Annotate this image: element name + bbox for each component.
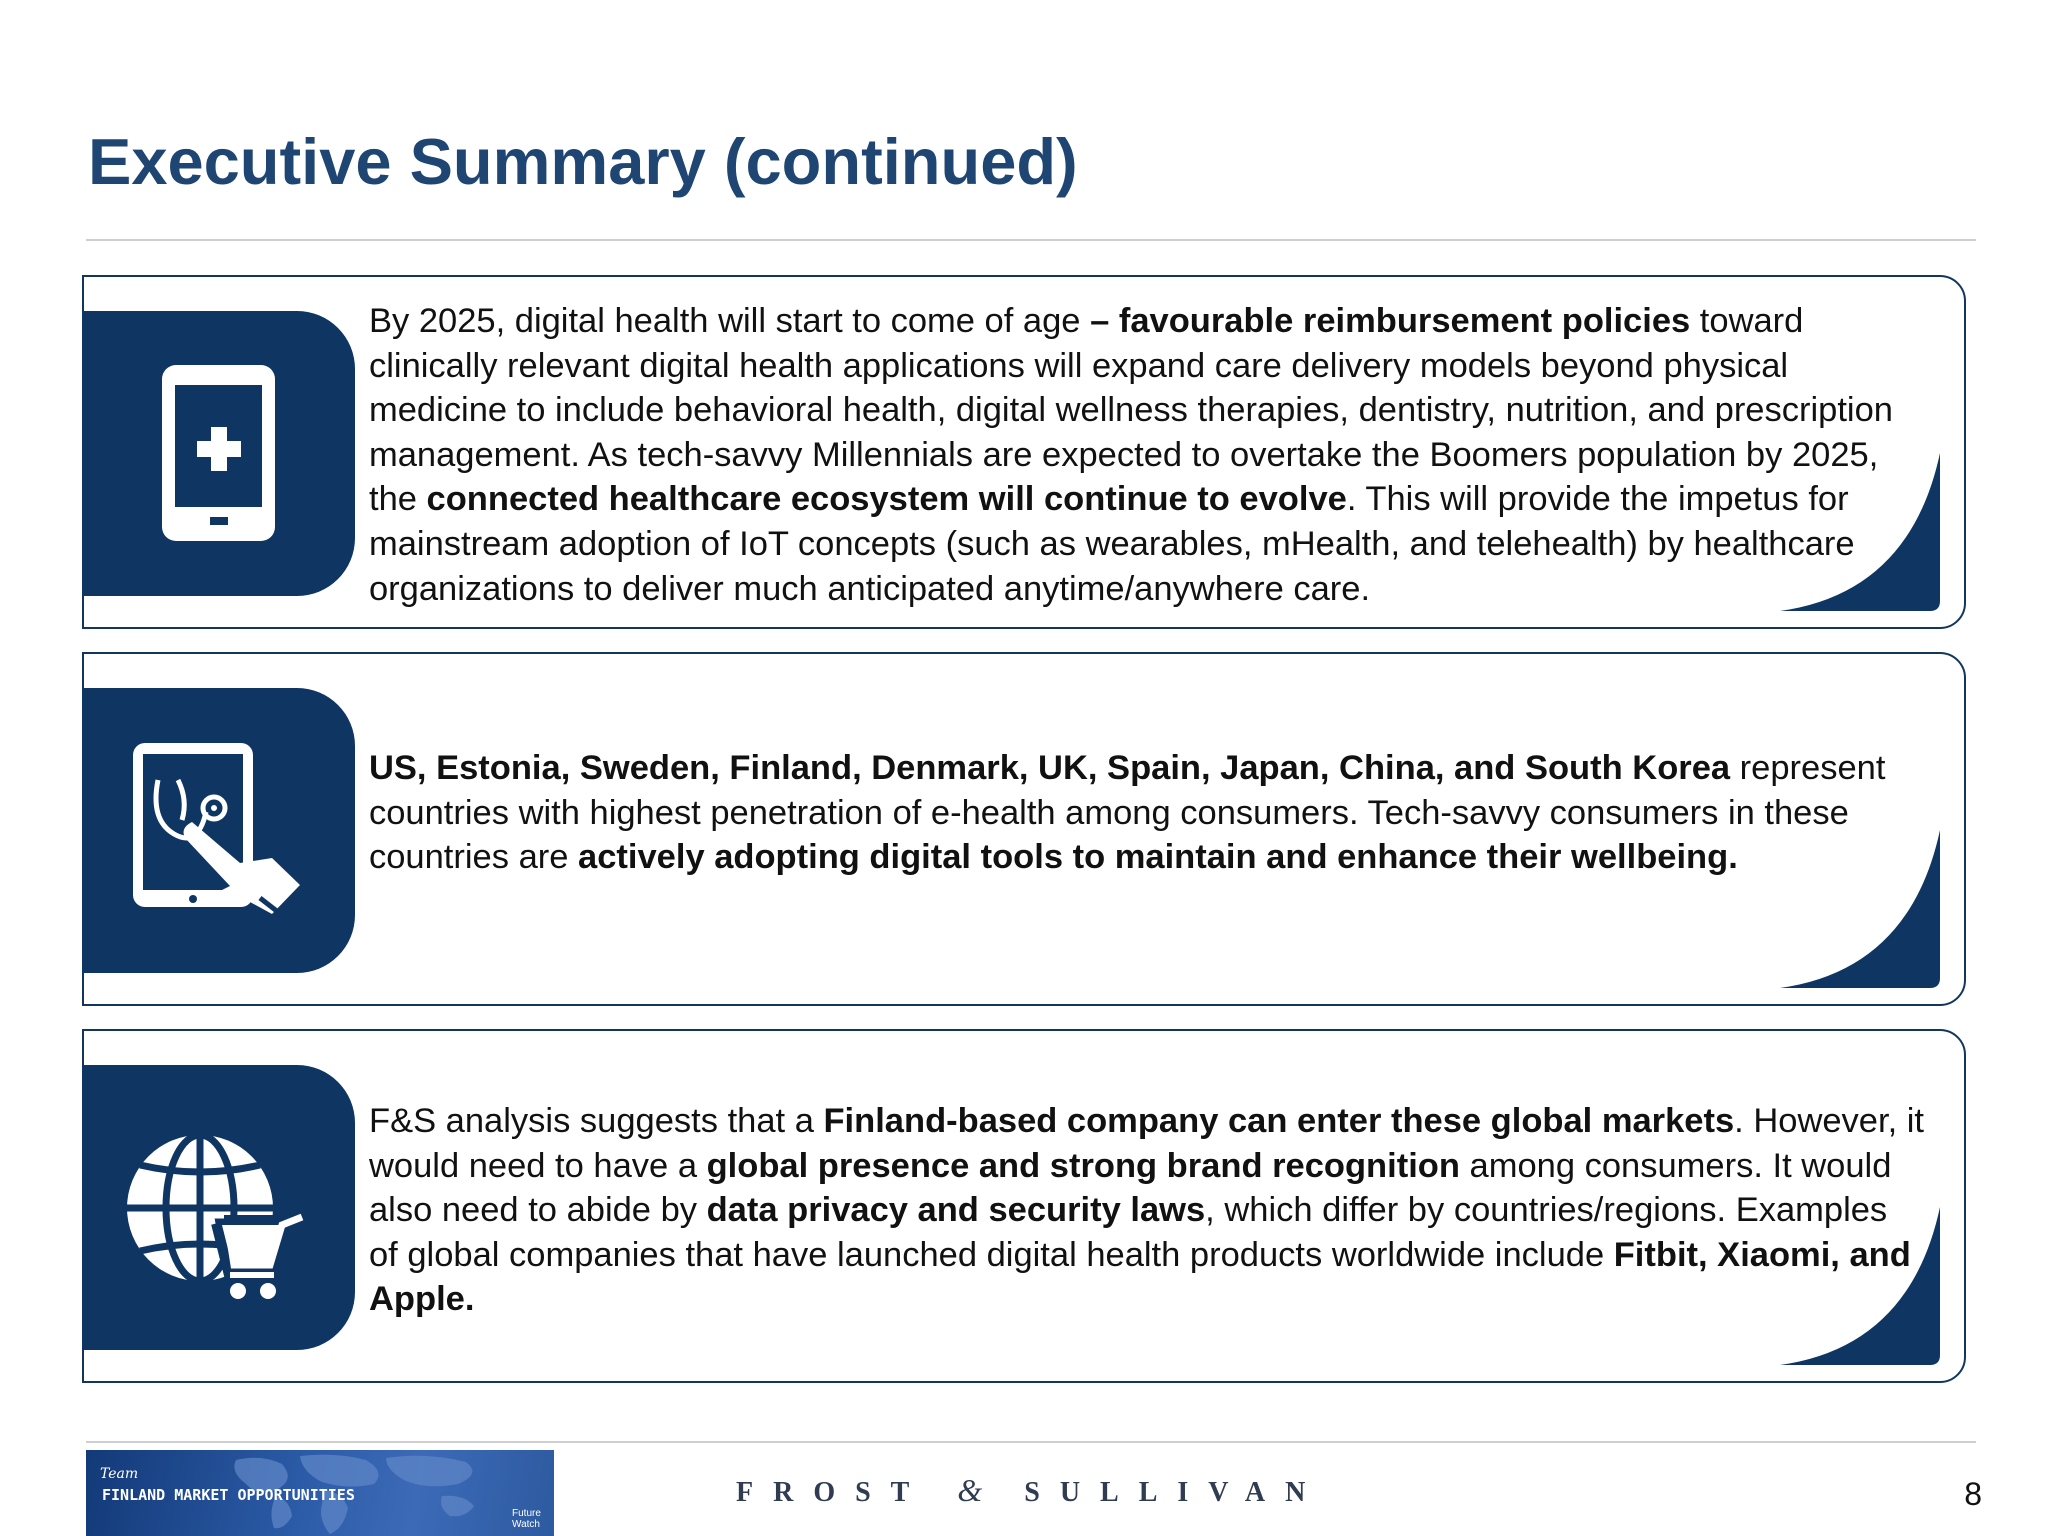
card-text xyxy=(369,299,1924,611)
footer-divider xyxy=(86,1441,1976,1443)
bold-text-segment: global presence and strong brand recognition xyxy=(706,1146,1460,1185)
page-curl-decoration xyxy=(1760,1207,1950,1367)
page-curl-decoration xyxy=(1760,453,1950,613)
bold-text-segment: connected healthcare ecosystem will continue to evolve xyxy=(426,480,1347,519)
banner-team-label: Team xyxy=(100,1466,139,1482)
bold-text-segment: US, Estonia, Sweden, Finland, Denmark, UK, Spain, Japan, China, and South Korea xyxy=(369,749,1731,787)
text-segment: . This will provide the impetus for mainstream adoption of IoT concepts (such as wearables, mHealth, and telehealth) by healthcare organizations to deliver much anticipated anytime/anywhere care. xyxy=(369,480,1855,608)
bold-text-segment: Finland-based company can enter these global markets xyxy=(823,1102,1735,1140)
text-segment: represent countries with highest penetration of e-health among consumers. Tech-savvy consumers in these countries are xyxy=(369,749,1886,877)
brand-ampersand: & xyxy=(957,1472,983,1508)
team-finland-banner xyxy=(86,1450,554,1536)
text-segment: among consumers. It would also need to abide by xyxy=(369,1146,1892,1230)
text-segment: toward clinically relevant digital health applications will expand care delivery models beyond physical medicine to include behavioral health, digital wellness therapies, dentistry, nutrition, and prescription management. As tech-savvy Millennials are expected to overtake the Boomers population by 2025, the xyxy=(369,302,1893,519)
title-divider xyxy=(86,239,1976,241)
future-watch-label xyxy=(512,1508,546,1530)
text-segment: , which differ by countries/regions. Examples of global companies that have launched digital health products worldwide include xyxy=(369,1191,1888,1274)
watch-label: Watch xyxy=(512,1519,540,1530)
summary-card-digital-health xyxy=(82,275,1966,629)
text-segment: . However, it would need to have a xyxy=(369,1102,1924,1185)
smartphone-medical-cross-icon xyxy=(82,311,355,596)
page-number: 8 xyxy=(1964,1476,1982,1512)
tablet-stethoscope-icon xyxy=(82,688,355,973)
card-text xyxy=(369,1099,1924,1322)
bold-text-segment: Fitbit, Xiaomi, and Apple. xyxy=(369,1235,1911,1319)
bold-text-segment: – favourable reimbursement policies xyxy=(1090,302,1691,340)
page-curl-decoration xyxy=(1760,830,1950,990)
text-segment: F&S analysis suggests that a xyxy=(369,1102,824,1140)
frost-sullivan-logo xyxy=(736,1472,1325,1509)
text-segment: By 2025, digital health will start to come of age xyxy=(369,302,1091,340)
future-label: Future xyxy=(512,1508,541,1519)
globe-shopping-cart-icon xyxy=(82,1065,355,1350)
card-text xyxy=(369,746,1924,880)
brand-frost: FROST xyxy=(736,1477,930,1508)
summary-card-countries xyxy=(82,652,1966,1006)
bold-text-segment: data privacy and security laws xyxy=(706,1191,1206,1230)
page-title: Executive Summary (continued) xyxy=(88,125,1078,198)
icon-tab xyxy=(82,311,355,596)
icon-tab xyxy=(82,1065,355,1350)
icon-tab xyxy=(82,688,355,973)
banner-title: FINLAND MARKET OPPORTUNITIES xyxy=(102,1486,355,1504)
summary-card-market-entry xyxy=(82,1029,1966,1383)
bold-text-segment: actively adopting digital tools to maintain and enhance their wellbeing. xyxy=(578,838,1738,877)
brand-sullivan: SULLIVAN xyxy=(1024,1477,1326,1508)
